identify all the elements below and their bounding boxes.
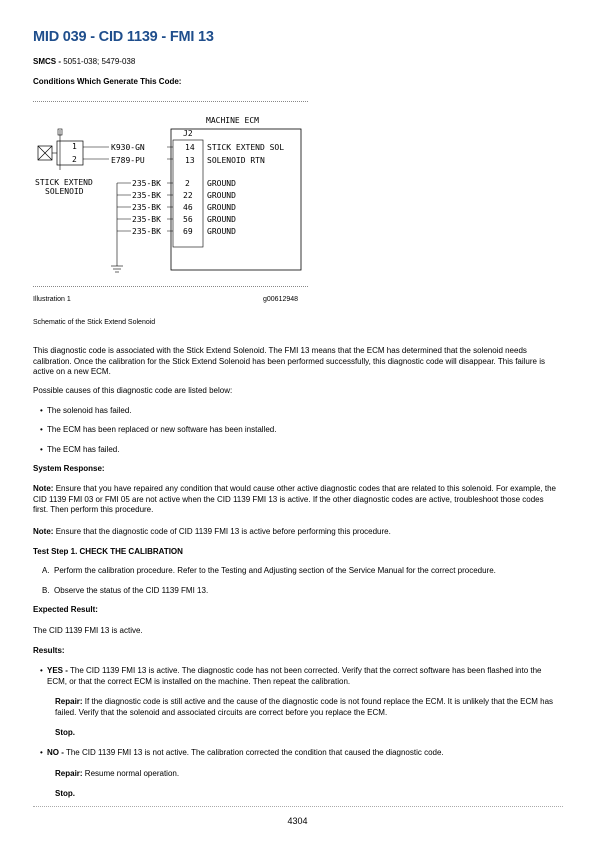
repair-label: Repair: bbox=[55, 769, 83, 778]
yes-repair bbox=[55, 697, 560, 718]
connector-label: J2 bbox=[183, 129, 193, 138]
signal-ground-5: GROUND bbox=[207, 227, 236, 236]
signal-ground-2: GROUND bbox=[207, 191, 236, 200]
result-no bbox=[47, 748, 557, 759]
footer-divider bbox=[33, 806, 563, 807]
smcs-label: SMCS - bbox=[33, 57, 61, 66]
step-text: Perform the calibration procedure. Refer to the Testing and Adjusting section of the Service Manual for the correct procedure. bbox=[54, 566, 496, 575]
step-letter: A. bbox=[42, 566, 50, 575]
illustration-caption: Schematic of the Stick Extend Solenoid bbox=[33, 319, 156, 326]
pin-56: 56 bbox=[183, 215, 193, 224]
step-text: Observe the status of the CID 1139 FMI 13. bbox=[54, 586, 209, 595]
divider-bottom bbox=[33, 286, 308, 287]
note-2-text: Ensure that the diagnostic code of CID 1139 FMI 13 is active before performing this procedure. bbox=[55, 527, 391, 536]
smcs-line bbox=[33, 57, 135, 68]
pin-1: 1 bbox=[72, 142, 77, 151]
signal-ground-1: GROUND bbox=[207, 179, 236, 188]
conditions-heading: Conditions Which Generate This Code: bbox=[33, 77, 182, 86]
no-stop: Stop. bbox=[55, 789, 75, 798]
causes-intro: Possible causes of this diagnostic code are listed below: bbox=[33, 386, 233, 395]
schematic-diagram bbox=[33, 108, 313, 278]
pin-46: 46 bbox=[183, 203, 193, 212]
signal-ground-4: GROUND bbox=[207, 215, 236, 224]
cause-item: • The solenoid has failed. bbox=[47, 406, 132, 417]
wire-235-4: 235-BK bbox=[132, 215, 161, 224]
signal-solenoid-rtn: SOLENOID RTN bbox=[207, 156, 265, 165]
wire-k930: K930-GN bbox=[111, 143, 145, 152]
smcs-codes: 5051-038; 5479-038 bbox=[63, 57, 136, 66]
result-yes bbox=[47, 666, 557, 687]
page-title: MID 039 - CID 1139 - FMI 13 bbox=[33, 29, 214, 45]
ground-wires bbox=[117, 177, 236, 236]
pin-13: 13 bbox=[185, 156, 195, 165]
signal-stick-extend: STICK EXTEND SOL bbox=[207, 143, 285, 152]
no-repair bbox=[55, 769, 179, 780]
pin-2-ground: 2 bbox=[185, 179, 190, 188]
note-2-label: Note: bbox=[33, 527, 54, 536]
expected-heading: Expected Result: bbox=[33, 605, 98, 614]
note-1 bbox=[33, 484, 560, 516]
note-1-label: Note: bbox=[33, 484, 54, 493]
pin-14: 14 bbox=[185, 143, 195, 152]
no-repair-text: Resume normal operation. bbox=[84, 769, 180, 778]
ecm-label: MACHINE ECM bbox=[206, 116, 259, 125]
wire-235-1: 235-BK bbox=[132, 179, 161, 188]
results-heading: Results: bbox=[33, 646, 65, 655]
wire-235-5: 235-BK bbox=[132, 227, 161, 236]
no-label: NO - bbox=[47, 748, 64, 757]
page-number: 4304 bbox=[287, 816, 308, 826]
solenoid-label-1: STICK EXTEND bbox=[35, 178, 93, 187]
illustration-label: Illustration 1 bbox=[33, 296, 71, 303]
repair-label: Repair: bbox=[55, 697, 83, 706]
pin-2: 2 bbox=[72, 155, 77, 164]
wire-235-2: 235-BK bbox=[132, 191, 161, 200]
no-text: The CID 1139 FMI 13 is not active. The calibration corrected the condition that caused the diagnostic code. bbox=[65, 748, 444, 757]
signal-ground-3: GROUND bbox=[207, 203, 236, 212]
yes-label: YES - bbox=[47, 666, 68, 675]
divider-top bbox=[33, 101, 308, 102]
wire-e789: E789-PU bbox=[111, 156, 145, 165]
step-letter: B. bbox=[42, 586, 50, 595]
step-a bbox=[42, 566, 496, 577]
yes-text: The CID 1139 FMI 13 is active. The diagnostic code has not been corrected. Verify that the correct software has been flashed into the ECM, or that the correct ECM is installed on the machine. Then repeat the calibration. bbox=[47, 666, 542, 686]
pin-69: 69 bbox=[183, 227, 193, 236]
yes-stop: Stop. bbox=[55, 728, 75, 737]
intro-paragraph: This diagnostic code is associated with the Stick Extend Solenoid. The FMI 13 means that the ECM has determined that the solenoid needs calibration. Once the calibration for the Stick Extend Solenoid has been performed successfully, this diagnostic code will disappear. This failure is active on a new ECM. bbox=[33, 346, 545, 376]
system-response-heading: System Response: bbox=[33, 464, 105, 473]
illustration-code: g00612948 bbox=[263, 296, 299, 303]
test-step-heading: Test Step 1. CHECK THE CALIBRATION bbox=[33, 547, 183, 556]
cause-item: • The ECM has failed. bbox=[47, 445, 119, 456]
step-b bbox=[42, 586, 208, 597]
yes-repair-text: If the diagnostic code is still active and the cause of the diagnostic code is not found replace the ECM. It is unlikely that the ECM has failed. Verify that the solenoid and associated circuits are correct before you replace the ECM. bbox=[55, 697, 554, 717]
cause-item: • The ECM has been replaced or new software has been installed. bbox=[47, 425, 276, 436]
wire-235-3: 235-BK bbox=[132, 203, 161, 212]
solenoid-label-2: SOLENOID bbox=[45, 187, 84, 196]
pin-22: 22 bbox=[183, 191, 193, 200]
note-2 bbox=[33, 527, 560, 538]
solenoid-connector bbox=[57, 141, 83, 165]
expected-text: The CID 1139 FMI 13 is active. bbox=[33, 626, 143, 635]
note-1-text: Ensure that you have repaired any condition that would cause other active diagnostic codes that are related to this solenoid. For example, the CID 1139 FMI 03 or FMI 05 are not active when the CID 1139 FMI 13 is active. If the other diagnostic codes are active, troubleshoot those codes first. Then perform this procedure. bbox=[33, 484, 556, 514]
